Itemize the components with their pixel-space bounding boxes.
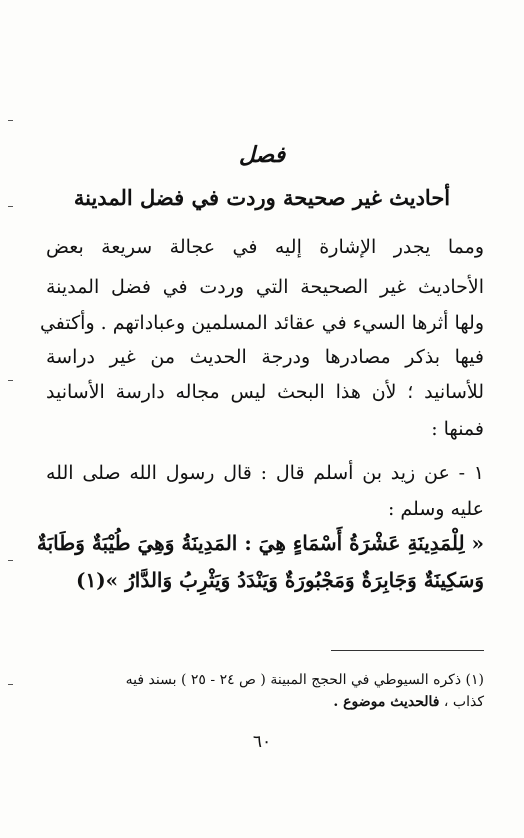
section-title: أحاديث غير صحيحة وردت في فضل المدينة xyxy=(73,185,451,210)
body-line: ومما يجدر الإشارة إليه في عجالة سريعة بعض xyxy=(46,236,484,258)
section-label: فصل xyxy=(238,142,286,168)
footnote-line xyxy=(46,694,484,710)
body-line: فمنها : xyxy=(431,418,484,440)
hadith-intro-line: عليه وسلم : xyxy=(387,498,484,520)
margin-mark xyxy=(8,206,13,207)
footnote-text: كذاب ، xyxy=(439,694,484,710)
margin-mark xyxy=(8,120,13,121)
margin-mark xyxy=(8,560,13,561)
footnote-divider xyxy=(331,650,484,651)
hadith-text-line: وَسَكِينَةٌ وَجَابِرَةٌ وَمَجْبُورَةٌ وَيَنْدَدُ وَيَثْرِبُ وَالدَّارُ »(١) xyxy=(75,568,484,592)
body-line: فيها بذكر مصادرها ودرجة الحديث من غير دراسة xyxy=(46,346,484,368)
footnote-verdict: فالحديث موضوع . xyxy=(333,694,440,710)
margin-mark xyxy=(8,684,13,685)
body-line: للأسانيد ؛ لأن هذا البحث ليس مجاله دارسة الأسانيد xyxy=(46,381,484,403)
hadith-intro-line: ١ - عن زيد بن أسلم قال : قال رسول الله صلى الله xyxy=(46,462,484,484)
page-number: ٦٠ xyxy=(252,732,272,752)
margin-mark xyxy=(8,380,13,381)
hadith-text-line: « لِلْمَدِينَةِ عَشْرَةُ أَسْمَاءٍ هِيَ : المَدِينَةُ وَهِيَ طُيْبَةٌ وَطَابَةٌ xyxy=(36,531,484,555)
body-line: ولها أثرها السيء في عقائد المسلمين وعباداتهم . وأكتفي xyxy=(39,312,484,334)
body-line: الأحاديث غير الصحيحة التي وردت في فضل المدينة xyxy=(46,276,484,298)
footnote-line: (١) ذكره السيوطي في الحجج المبينة ( ص ٢٤ - ٢٥ ) بسند فيه xyxy=(125,672,484,688)
